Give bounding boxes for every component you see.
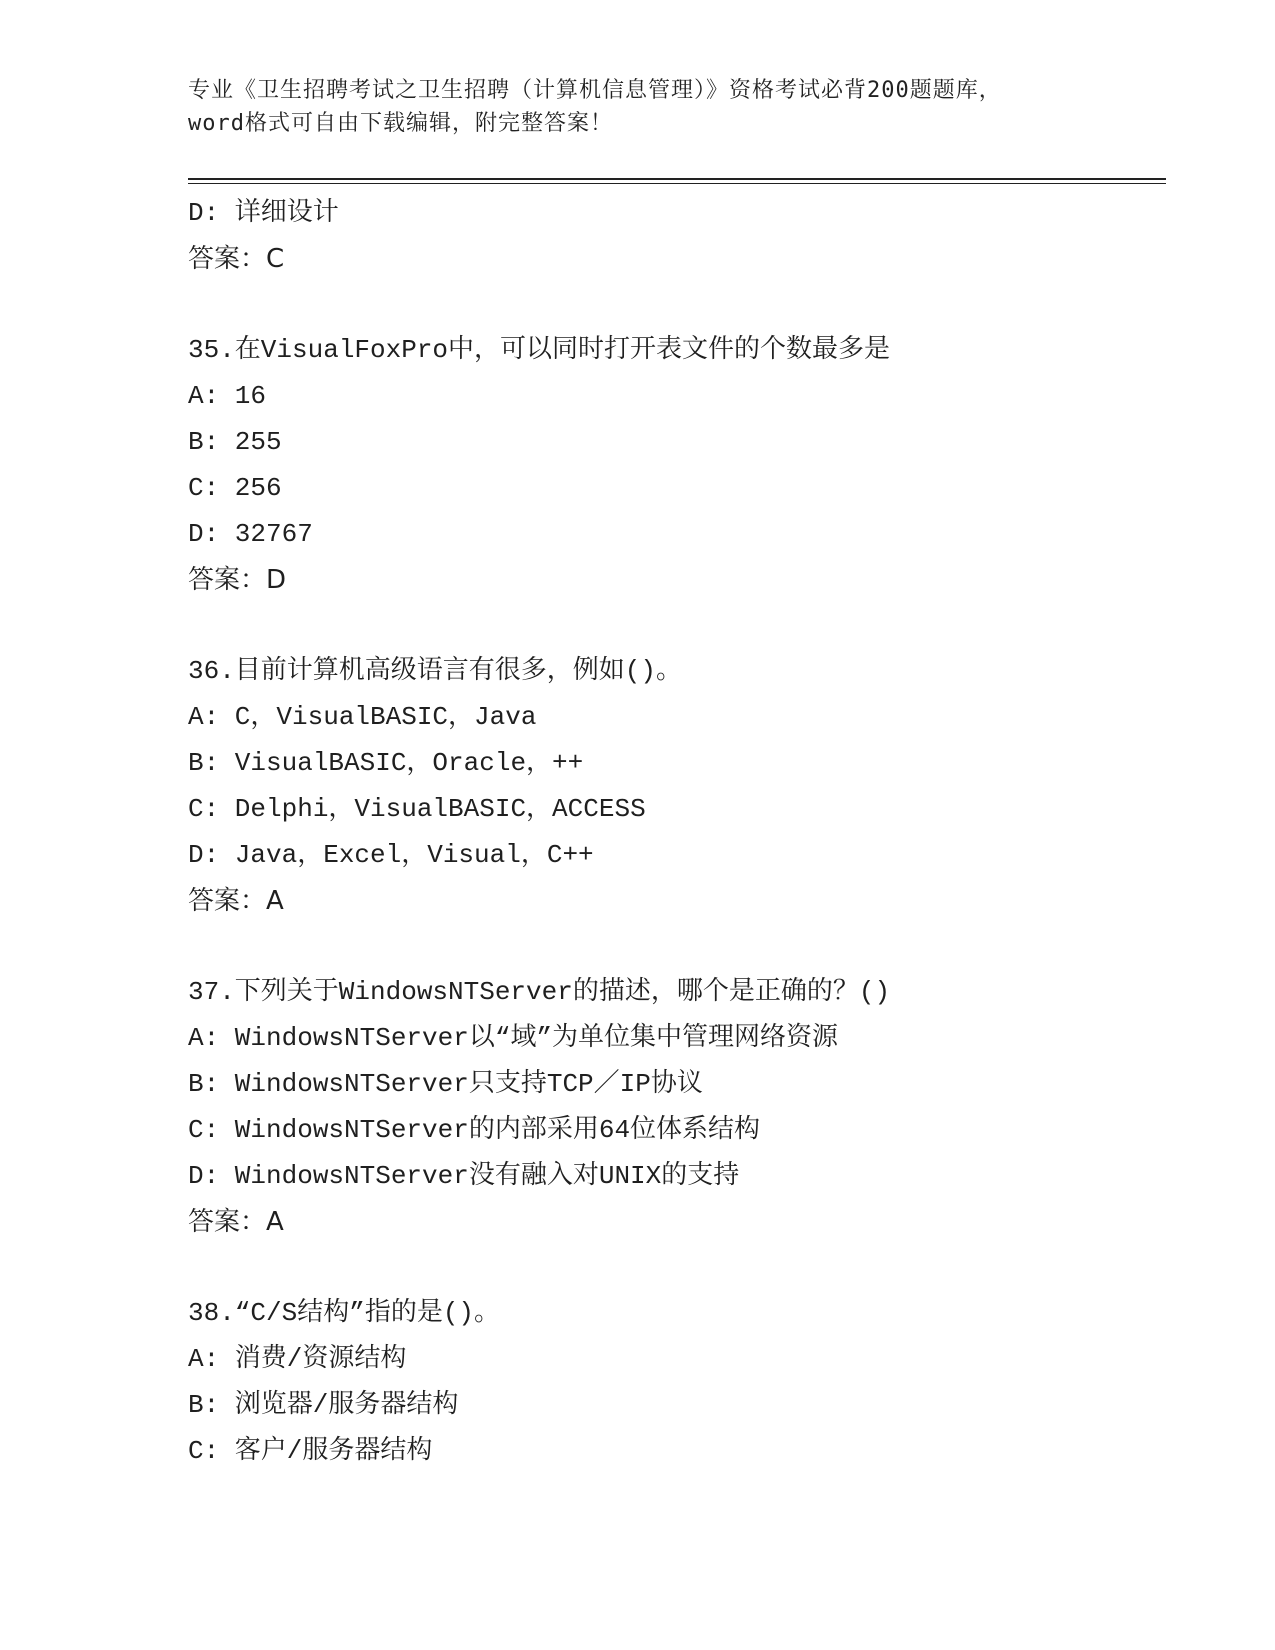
option-line: B: 浏览器/服务器结构	[188, 1390, 459, 1420]
option-line: A: 消费/资源结构	[188, 1344, 407, 1374]
option-line: C: WindowsNTServer的内部采用64位体系结构	[188, 1115, 761, 1145]
header-title-line-2: word格式可自由下载编辑，附完整答案！	[188, 111, 613, 136]
question-spacer	[188, 282, 1168, 327]
header-divider-thick	[188, 178, 1166, 180]
question-stem: 35.在VisualFoxPro中，可以同时打开表文件的个数最多是	[188, 335, 891, 365]
option-line: B: WindowsNTServer只支持TCP／IP协议	[188, 1069, 703, 1099]
option-line: D: WindowsNTServer没有融入对UNIX的支持	[188, 1161, 740, 1191]
option-line: A: WindowsNTServer以“域”为单位集中管理网络资源	[188, 1023, 839, 1053]
option-line: B: 255	[188, 427, 282, 457]
answer-line: 答案：A	[188, 1207, 284, 1237]
option-line: C: 256	[188, 473, 282, 503]
document-header	[188, 74, 1108, 140]
option-line: D: 详细设计	[188, 198, 339, 228]
answer-line: 答案：D	[188, 565, 287, 595]
question-spacer	[188, 603, 1168, 648]
option-line: A: C，VisualBASIC，Java	[188, 702, 537, 732]
option-line: C: 客户/服务器结构	[188, 1436, 433, 1466]
answer-line: 答案：C	[188, 244, 285, 274]
option-line: C: Delphi，VisualBASIC，ACCESS	[188, 794, 646, 824]
question-list	[188, 190, 1168, 1474]
question-spacer	[188, 924, 1168, 969]
answer-line: 答案：A	[188, 886, 284, 916]
option-line: B: VisualBASIC，Oracle，++	[188, 748, 584, 778]
option-line: A: 16	[188, 381, 267, 411]
question-stem: 37.下列关于WindowsNTServer的描述，哪个是正确的？()	[188, 977, 891, 1007]
option-line: D: Java，Excel，Visual，C++	[188, 840, 594, 870]
question-spacer	[188, 1245, 1168, 1290]
question-stem: 38.“C/S结构”指的是()。	[188, 1298, 501, 1328]
option-line: D: 32767	[188, 519, 313, 549]
question-stem: 36.目前计算机高级语言有很多，例如()。	[188, 656, 683, 686]
header-divider-thin	[188, 183, 1166, 184]
header-title-line-1: 专业《卫生招聘考试之卫生招聘（计算机信息管理）》资格考试必背200题题库，	[188, 78, 1002, 103]
